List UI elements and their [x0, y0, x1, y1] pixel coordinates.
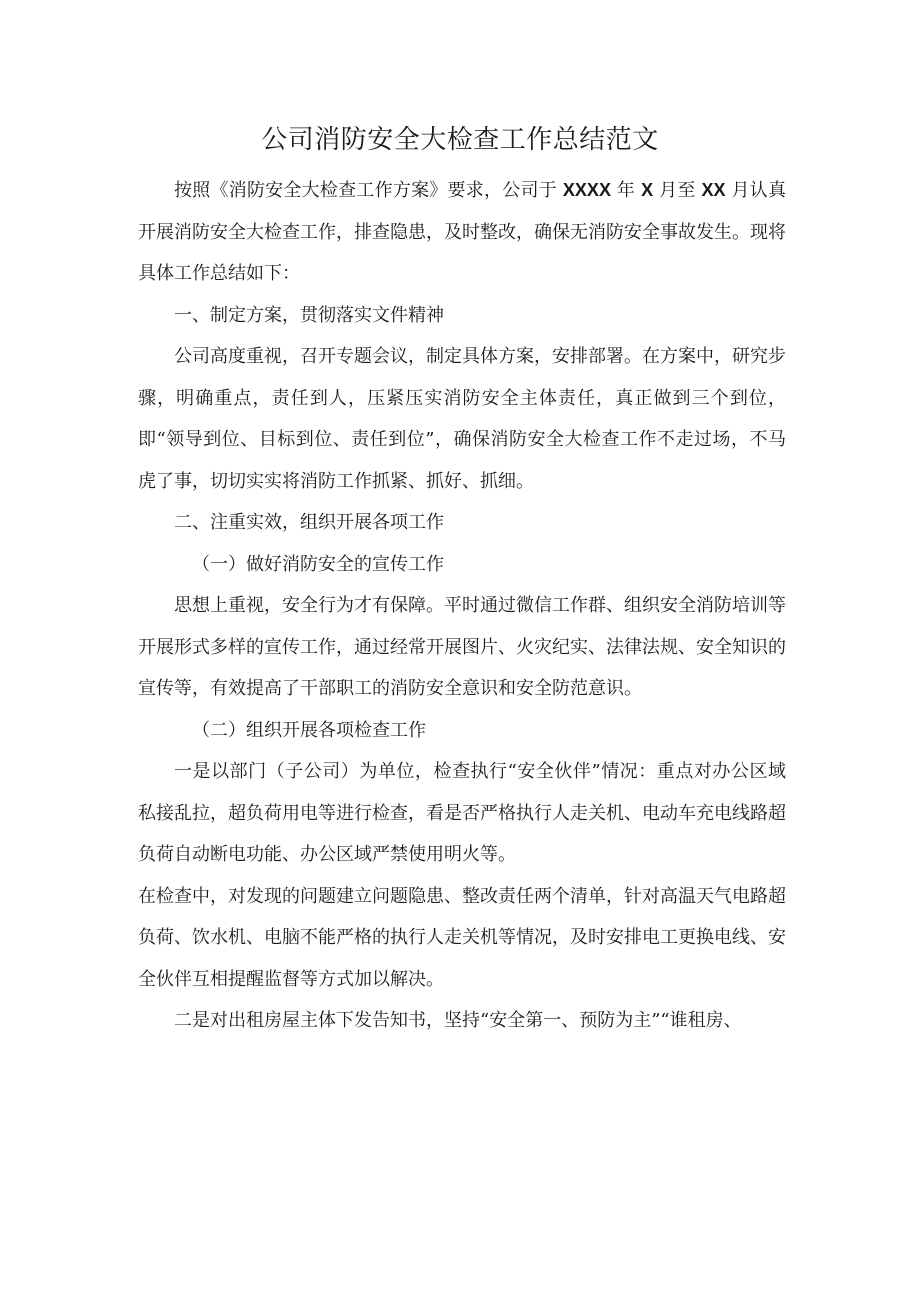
- subsection1-heading: （一）做好消防安全的宣传工作: [192, 553, 444, 575]
- subsection1-paragraph: 思想上重视，安全行为才有保障。平时通过微信工作群、组织安全消防培训等开展形式多样的宣传工作，通过经常开展图片、火灾纪实、法律法规、安全知识的宣传等，有效提高了干部职工的消防安全意识和安全防范意识。: [138, 595, 786, 699]
- subsection2-heading: （二）组织开展各项检查工作: [192, 719, 426, 741]
- subsection2-paragraph-2: 在检查中，对发现的问题建立问题隐患、整改责任两个清单，针对高温天气电路超负荷、饮水机、电脑不能严格的执行人走关机等情况，及时安排电工更换电线、安全伙伴互相提醒监督等方式加以解决。: [138, 885, 786, 990]
- intro-year: XXXX: [562, 180, 611, 200]
- intro-text-4: 月认真开展消防安全大检查工作，排查隐患，及时整改，确保无消防安全事故发生。现将具体工作总结如下：: [138, 180, 786, 284]
- intro-text-2: 年: [610, 180, 642, 201]
- intro-text-1: 按照《消防安全大检查工作方案》要求，公司于: [174, 180, 563, 201]
- intro-month-to: XX: [701, 180, 726, 200]
- document-title: 公司消防安全大检查工作总结范文: [261, 125, 659, 155]
- section1-heading: 一、制定方案，贯彻落实文件精神: [174, 304, 444, 326]
- subsection2-paragraph-1: 一是以部门（子公司）为单位，检查执行“安全伙伴”情况：重点对办公区域私接乱拉，超负荷用电等进行检查，看是否严格执行人走关机、电动车充电线路超负荷自动断电功能、办公区域严禁使用明火等。: [138, 761, 786, 865]
- section2-heading: 二、注重实效，组织开展各项工作: [174, 512, 444, 533]
- section1-paragraph: 公司高度重视，召开专题会议，制定具体方案，安排部署。在方案中，研究步骤，明确重点，责任到人，压紧压实消防安全主体责任，真正做到三个到位，即“领导到位、目标到位、责任到位”，确保消防安全大检查工作不走过场，不马虎了事，切切实实将消防工作抓紧、抓好、抓细。: [138, 346, 786, 492]
- subsection2-paragraph-3: 二是对出租房屋主体下发告知书，坚持“安全第一、预防为主”“谁租房、: [174, 1010, 742, 1031]
- intro-text-3: 月至: [653, 180, 702, 201]
- intro-month-from: X: [641, 180, 654, 200]
- document-body: [138, 170, 786, 1042]
- intro-paragraph: [138, 170, 786, 295]
